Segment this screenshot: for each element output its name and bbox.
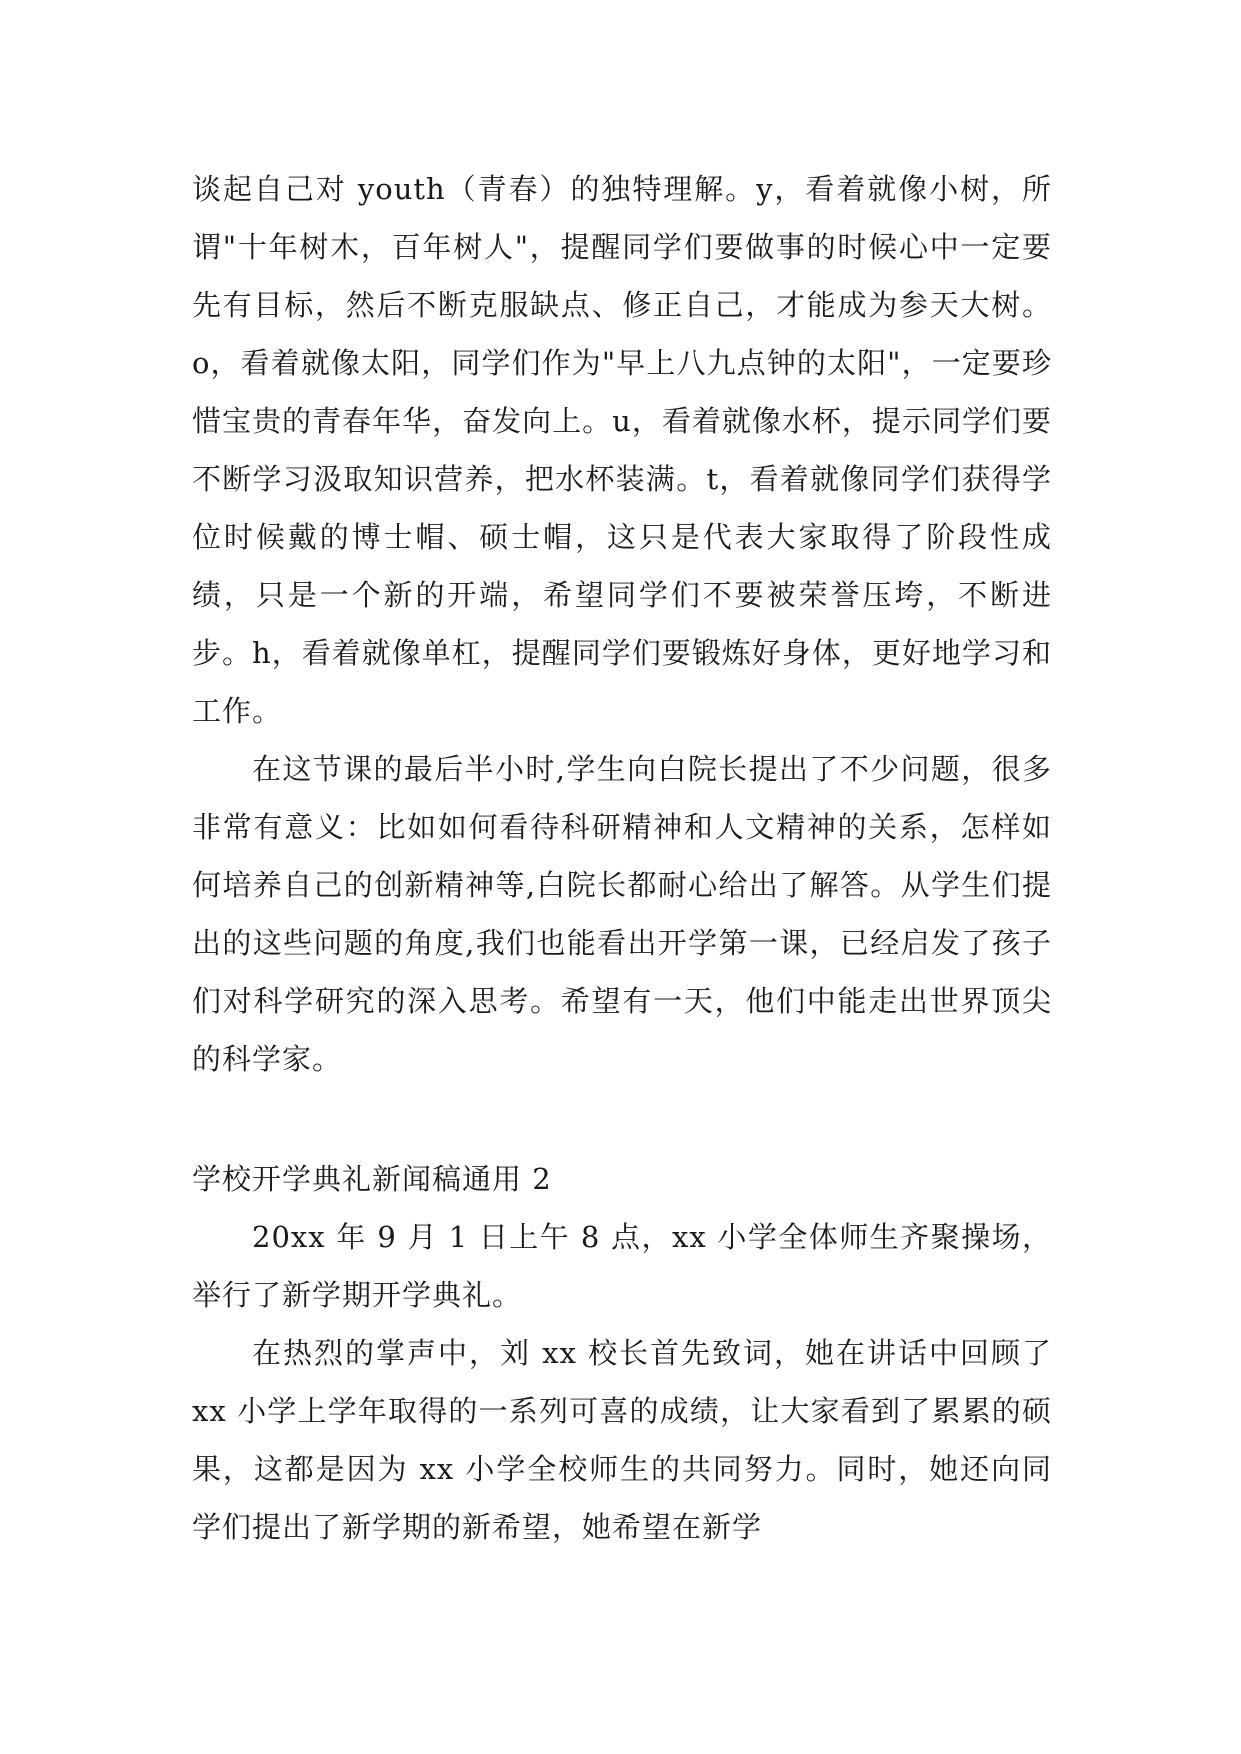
paragraph-youth-explanation: 谈起自己对 youth（青春）的独特理解。y，看着就像小树，所谓"十年树木，百年树人"，提醒同学们要做事的时候心中一定要先有目标，然后不断克服缺点、修正自己，才能成为参天大树。o，看着就像太阳，同学们作为"早上八九点钟的太阳"，一定要珍惜宝贵的青春年华，奋发向上。u，看着就像水杯，提示同学们要不断学习汲取知识营养，把水杯装满。t，看着就像同学们获得学位时候戴的博士帽、硕士帽，这只是代表大家取得了阶段性成绩，只是一个新的开端，希望同学们不要被荣誉压垮，不断进步。h，看着就像单杠，提醒同学们要锻炼好身体，更好地学习和工作。 [192, 172, 1052, 728]
paragraph-ceremony-intro: 20xx 年 9 月 1 日上午 8 点，xx 小学全体师生齐聚操场，举行了新学期开学典礼。 [192, 1220, 1052, 1312]
document-body [192, 160, 1052, 1556]
paragraph-student-questions: 在这节课的最后半小时,学生向白院长提出了不少问题，很多非常有意义：比如如何看待科研精神和人文精神的关系，怎样如何培养自己的创新精神等,白院长都耐心给出了解答。从学生们提出的这些问题的角度,我们也能看出开学第一课，已经启发了孩子们对科学研究的深入思考。希望有一天，他们中能走出世界顶尖的科学家。 [192, 752, 1052, 1076]
paragraph-principal-speech: 在热烈的掌声中，刘 xx 校长首先致词，她在讲话中回顾了 xx 小学上学年取得的一系列可喜的成绩，让大家看到了累累的硕果，这都是因为 xx 小学全校师生的共同努力。同时，她还向同学们提出了新学期的新希望，她希望在新学 [192, 1336, 1052, 1544]
section-title: 学校开学典礼新闻稿通用 2 [192, 1162, 552, 1196]
